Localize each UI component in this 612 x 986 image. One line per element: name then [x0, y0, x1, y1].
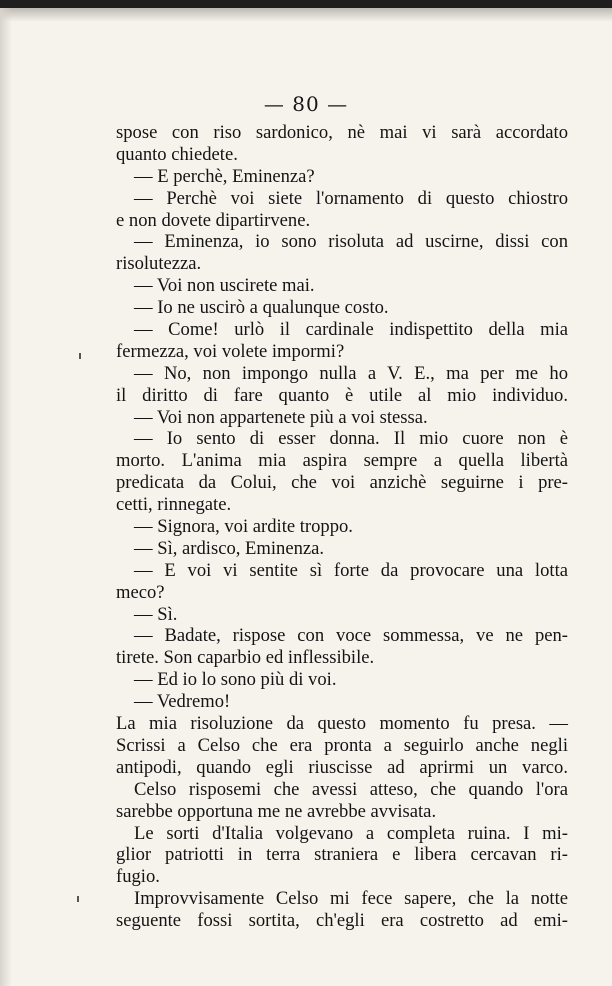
body-text [116, 122, 568, 932]
text-line: predicata da Colui, che voi anzichè seguirne i pre- [116, 472, 568, 494]
text-line: fermezza, voi volete impormi? [116, 340, 345, 362]
text-line: spose con riso sardonico, nè mai vi sarà accordato [116, 122, 568, 143]
text-line: Le sorti d'Italia volgevano a completa ruina. I mi- [134, 822, 568, 844]
text-line: Improvvisamente Celso mi fece sapere, che la notte [134, 888, 568, 910]
text-line: — Ed io lo sono più di voi. [134, 669, 337, 691]
text-line: — Sì, ardisco, Eminenza. [134, 537, 325, 559]
text-line: antipodi, quando egli riuscisse ad aprirmi un varco. [116, 756, 568, 778]
text-line: — Sì. [134, 603, 178, 625]
text-line: — Perchè voi siete l'ornamento di questo chiostro [134, 187, 568, 209]
text-line: il diritto di fare quanto è utile al mio individuo. [116, 384, 568, 406]
text-line: La mia risoluzione da questo momento fu presa. — [116, 713, 568, 735]
text-line: cetti, rinnegate. [116, 494, 232, 516]
text-line: — Io ne uscirò a qualunque costo. [134, 297, 389, 319]
margin-mark [77, 896, 79, 902]
text-line: — Badate, rispose con voce sommessa, ve ne pen- [134, 625, 568, 647]
text-line: sarebbe opportuna me ne avrebbe avvisata. [116, 800, 437, 822]
text-line: — No, non impongo nulla a V. E., ma per me ho [134, 362, 568, 384]
page-gutter-shadow [0, 8, 12, 986]
text-line: seguente fossi sortita, ch'egli era costretto ad emi- [116, 910, 568, 932]
text-line: quanto chiedete. [116, 143, 238, 165]
text-line: — E voi vi sentite sì forte da provocare una lotta [134, 559, 568, 581]
text-line: e non dovete dipartirvene. [116, 209, 311, 231]
page-number: — 80 — [263, 92, 349, 116]
text-line: Celso risposemi che avessi atteso, che quando l'ora [134, 778, 568, 800]
text-line: tirete. Son caparbio ed inflessibile. [116, 647, 375, 669]
text-line: meco? [116, 581, 165, 603]
book-page [0, 8, 612, 986]
text-line: — Vedremo! [134, 691, 231, 713]
text-line: — Voi non appartenete più a voi stessa. [134, 406, 428, 428]
margin-mark [79, 353, 81, 359]
page-top-shadow [0, 8, 612, 22]
text-line: — Come! urlò il cardinale indispettito della mia [134, 319, 568, 341]
text-line: Scrissi a Celso che era pronta a seguirlo anche negli [116, 734, 568, 756]
text-line: — E perchè, Eminenza? [134, 165, 315, 187]
text-line: — Signora, voi ardite troppo. [134, 516, 353, 538]
text-line: fugio. [116, 866, 160, 888]
text-line: — Voi non uscirete mai. [134, 275, 315, 297]
text-line: risolutezza. [116, 253, 202, 275]
text-line: glior patriotti in terra straniera e libera cercavan ri- [116, 844, 568, 866]
text-line: morto. L'anima mia aspira sempre a quella libertà [116, 450, 568, 472]
text-line: — Io sento di esser donna. Il mio cuore non è [134, 428, 568, 450]
text-line: — Eminenza, io sono risoluta ad uscirne, dissi con [134, 231, 568, 253]
